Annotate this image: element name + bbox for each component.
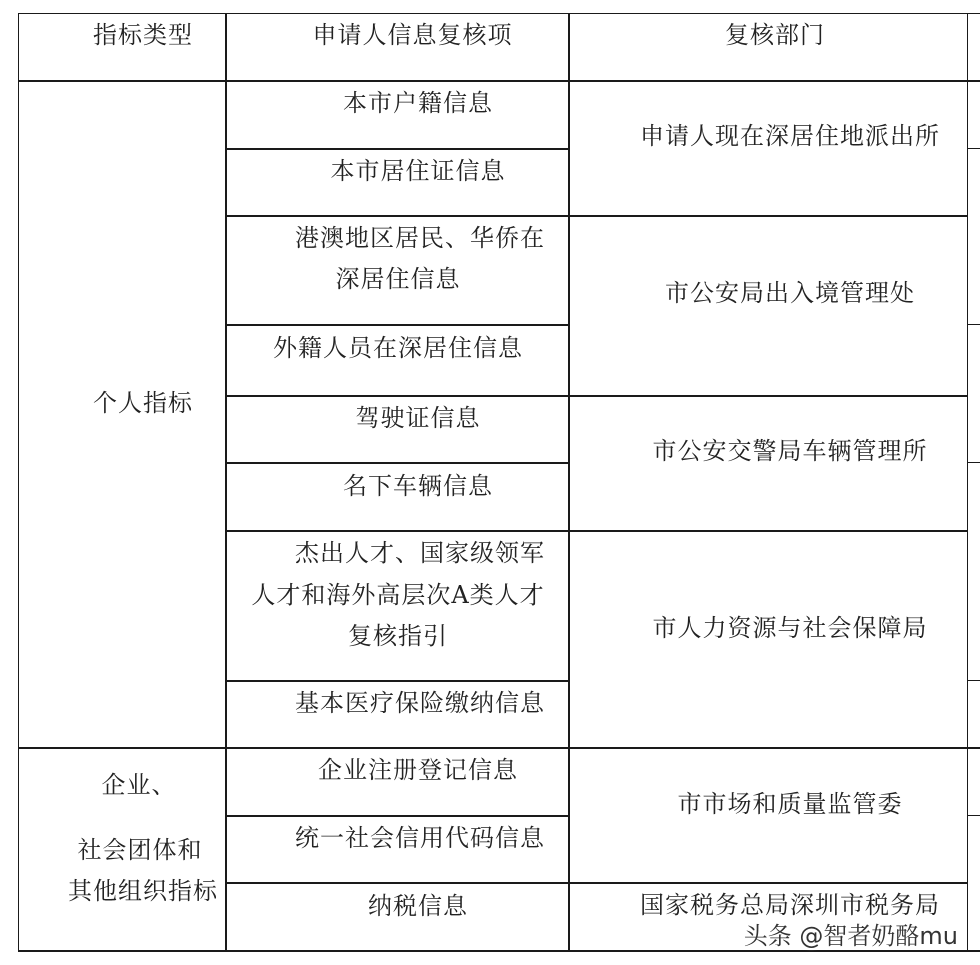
review-item: 企业注册登记信息 xyxy=(318,756,518,784)
department-divider xyxy=(568,882,968,884)
table-border-top xyxy=(18,13,980,14)
department-divider xyxy=(568,395,968,397)
indicator-type-organization-line-2: 社会团体和 xyxy=(77,836,203,864)
review-item: 深居住信息 xyxy=(335,265,461,293)
department: 市市场和质量监管委 xyxy=(677,790,903,818)
column-line-1 xyxy=(225,13,227,952)
header-divider xyxy=(18,80,980,82)
watermark: 头条 @智者奶酪mu xyxy=(743,922,958,950)
cropped-column-stub xyxy=(968,680,980,681)
review-item: 纳税信息 xyxy=(368,892,468,920)
indicator-type-organization-line-3: 其他组织指标 xyxy=(68,877,218,905)
review-item: 人才和海外高层次A类人才 xyxy=(251,581,545,609)
review-item: 杰出人才、国家级领军 xyxy=(295,539,545,567)
header-review-item: 申请人信息复核项 xyxy=(312,21,513,49)
department: 市公安交警局车辆管理所 xyxy=(652,437,928,465)
row-divider xyxy=(225,680,570,682)
row-divider xyxy=(225,395,570,397)
group-divider xyxy=(18,747,980,749)
review-item: 复核指引 xyxy=(348,622,448,650)
department: 市人力资源与社会保障局 xyxy=(652,614,928,642)
department-divider xyxy=(568,530,968,532)
review-item: 外籍人员在深居住信息 xyxy=(273,334,523,362)
row-divider xyxy=(225,530,570,532)
review-item: 本市户籍信息 xyxy=(343,89,493,117)
row-divider xyxy=(225,815,570,817)
header-indicator-type: 指标类型 xyxy=(93,21,193,49)
review-item: 名下车辆信息 xyxy=(343,472,493,500)
review-item: 港澳地区居民、华侨在 xyxy=(295,224,545,252)
review-item: 统一社会信用代码信息 xyxy=(295,824,545,852)
cropped-column-stub xyxy=(968,324,980,325)
row-divider xyxy=(225,324,570,326)
department-divider xyxy=(568,215,968,217)
indicator-type-personal: 个人指标 xyxy=(93,389,193,417)
review-item: 驾驶证信息 xyxy=(355,404,481,432)
department: 申请人现在深居住地派出所 xyxy=(640,122,940,150)
row-divider xyxy=(225,215,570,217)
header-department: 复核部门 xyxy=(725,21,825,49)
row-divider xyxy=(225,882,570,884)
indicator-type-organization-line-1: 企业、 xyxy=(101,771,177,799)
row-divider xyxy=(225,462,570,464)
review-item: 本市居住证信息 xyxy=(330,157,506,185)
column-line-left xyxy=(18,13,19,952)
review-item: 基本医疗保险缴纳信息 xyxy=(295,689,545,717)
department: 市公安局出入境管理处 xyxy=(665,279,915,307)
row-divider xyxy=(225,148,570,150)
department: 国家税务总局深圳市税务局 xyxy=(640,891,940,919)
